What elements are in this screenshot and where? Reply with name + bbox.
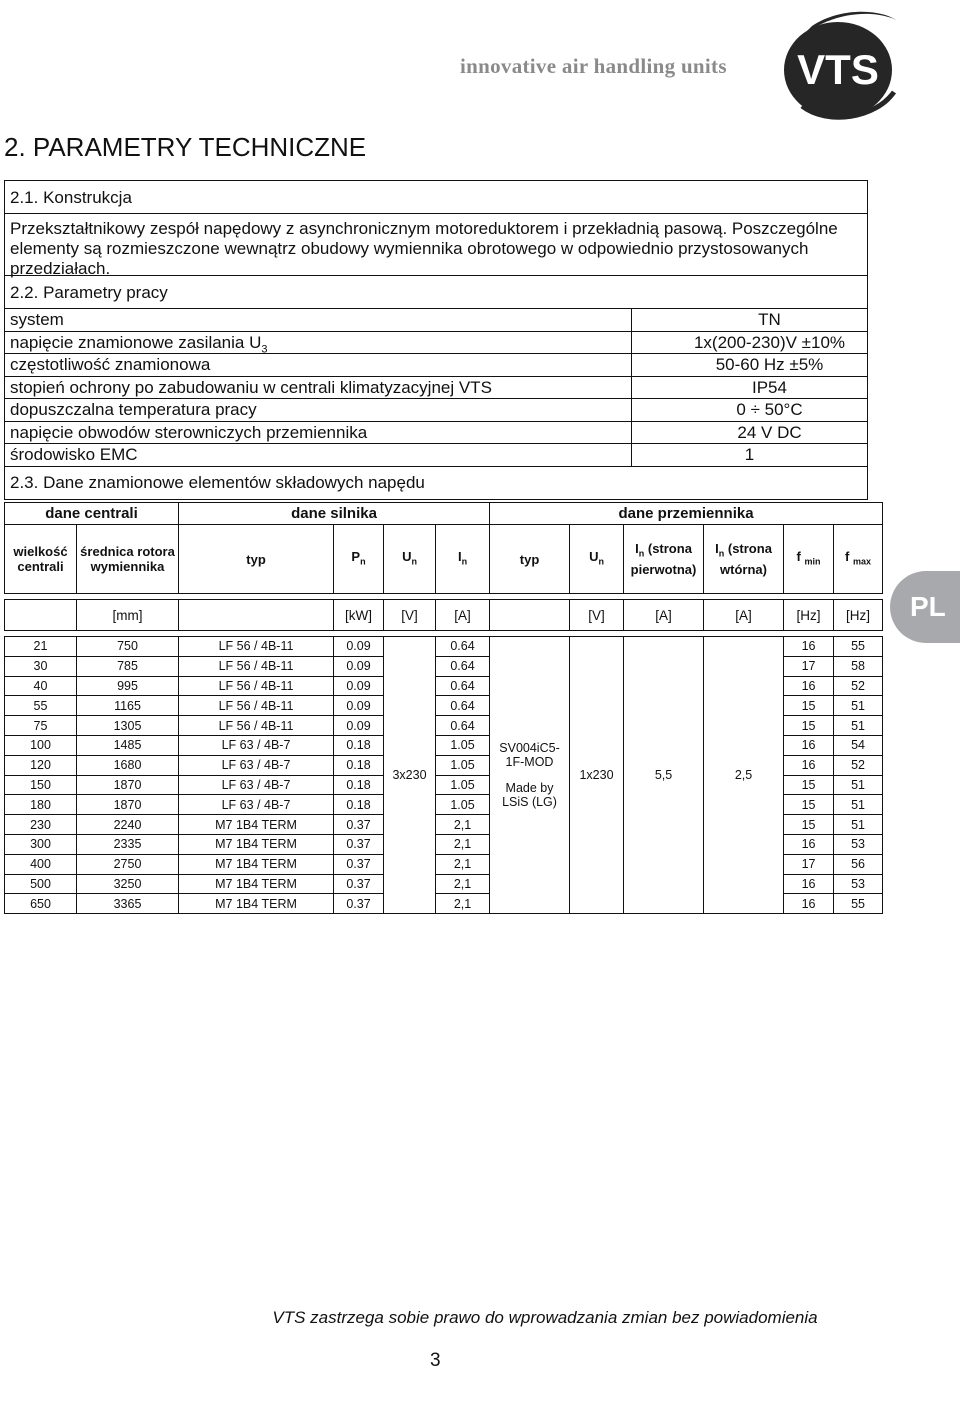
header-tagline: innovative air handling units bbox=[460, 54, 727, 78]
col-fmax: f $_{max}$ bbox=[834, 525, 883, 594]
param-value: 1 bbox=[744, 445, 755, 464]
cell-fmin: 15 bbox=[784, 815, 834, 835]
unit-cell: [kW] bbox=[334, 600, 384, 631]
cell-diameter: 785 bbox=[77, 656, 179, 676]
cell-size: 21 bbox=[5, 637, 77, 657]
cell-fmax: 53 bbox=[834, 834, 883, 854]
cell-in: 2,1 bbox=[436, 874, 490, 894]
cell-inv-un: 1x230 bbox=[570, 637, 624, 914]
cell-pn: 0.37 bbox=[334, 874, 384, 894]
cell-fmin: 17 bbox=[784, 656, 834, 676]
param-value: TN bbox=[758, 310, 781, 329]
logo-text: VTS bbox=[797, 46, 879, 93]
page-number: 3 bbox=[430, 1350, 441, 1371]
unit-cell: [A] bbox=[704, 600, 784, 631]
cell-size: 55 bbox=[5, 696, 77, 716]
inv-made-line: LSiS (LG) bbox=[502, 795, 557, 810]
param-value: IP54 bbox=[752, 377, 787, 397]
cell-motor-type: LF 63 / 4B-7 bbox=[179, 795, 334, 815]
unit-cell: [V] bbox=[570, 600, 624, 631]
param-label: napięcie znamionowe zasilania $U_3$ bbox=[5, 332, 632, 354]
cell-fmin: 15 bbox=[784, 716, 834, 736]
cell-motor-type: M7 1B4 TERM bbox=[179, 894, 334, 914]
param-row bbox=[5, 354, 867, 377]
cell-in: 1.05 bbox=[436, 795, 490, 815]
col-in-secondary: $I_n$ (strona wtórna) bbox=[704, 525, 784, 594]
param-row bbox=[5, 377, 867, 400]
unit-cell: [V] bbox=[384, 600, 436, 631]
cell-pn: 0.37 bbox=[334, 815, 384, 835]
cell-fmin: 15 bbox=[784, 775, 834, 795]
cell-fmin: 16 bbox=[784, 735, 834, 755]
section-1-heading: 2.1. Konstrukcja bbox=[5, 181, 867, 214]
cell-fmax: 51 bbox=[834, 795, 883, 815]
ratings-table bbox=[4, 502, 883, 914]
cell-in-primary: 5,5 bbox=[624, 637, 704, 914]
cell-in: 2,1 bbox=[436, 854, 490, 874]
group-silnika: dane silnika bbox=[179, 503, 490, 525]
cell-fmax: 58 bbox=[834, 656, 883, 676]
cell-in: 2,1 bbox=[436, 834, 490, 854]
col-in-primary: $I_n$ (strona pierwotna) bbox=[624, 525, 704, 594]
cell-pn: 0.18 bbox=[334, 755, 384, 775]
cell-size: 400 bbox=[5, 854, 77, 874]
cell-fmax: 51 bbox=[834, 696, 883, 716]
cell-in: 0.64 bbox=[436, 656, 490, 676]
col-fmin: f $_{min}$ bbox=[784, 525, 834, 594]
params-list bbox=[5, 309, 867, 467]
cell-pn: 0.18 bbox=[334, 775, 384, 795]
cell-size: 230 bbox=[5, 815, 77, 835]
cell-fmax: 52 bbox=[834, 755, 883, 775]
param-label: napięcie obwodów sterowniczych przemiennika bbox=[5, 422, 632, 444]
param-label: środowisko EMC bbox=[5, 444, 632, 466]
cell-motor-type: LF 56 / 4B-11 bbox=[179, 716, 334, 736]
cell-diameter: 1485 bbox=[77, 735, 179, 755]
param-value: 1x(200-230)V ±10% bbox=[693, 332, 846, 352]
inv-made-line: Made by bbox=[505, 781, 554, 796]
cell-size: 500 bbox=[5, 874, 77, 894]
cell-in: 1.05 bbox=[436, 735, 490, 755]
cell-fmin: 16 bbox=[784, 676, 834, 696]
cell-fmin: 15 bbox=[784, 795, 834, 815]
param-row bbox=[5, 332, 867, 355]
col-in: $I_n$ bbox=[436, 525, 490, 594]
cell-pn: 0.37 bbox=[334, 894, 384, 914]
param-value: 24 V DC bbox=[737, 422, 802, 442]
col-inv-type: typ bbox=[490, 525, 570, 594]
param-value: 0 ÷ 50°C bbox=[736, 400, 803, 419]
section-1-text: Przekształtnikowy zespół napędowy z asynchronicznym motoreduktorem i przekładnią pasową. Poszczególne elementy są rozmieszczone wewnątrz obudowy wymiennika obrotowego w odpowiednio przystosowanych przedziałach. bbox=[5, 214, 867, 276]
cell-size: 300 bbox=[5, 834, 77, 854]
cell-motor-type: LF 63 / 4B-7 bbox=[179, 755, 334, 775]
param-label: częstotliwość znamionowa bbox=[5, 354, 632, 376]
cell-diameter: 2240 bbox=[77, 815, 179, 835]
cell-diameter: 750 bbox=[77, 637, 179, 657]
unit-cell: [mm] bbox=[77, 600, 179, 631]
cell-motor-type: M7 1B4 TERM bbox=[179, 815, 334, 835]
vts-logo bbox=[772, 2, 904, 134]
cell-size: 100 bbox=[5, 735, 77, 755]
cell-pn: 0.37 bbox=[334, 834, 384, 854]
cell-in-secondary: 2,5 bbox=[704, 637, 784, 914]
cell-fmax: 51 bbox=[834, 815, 883, 835]
cell-fmax: 52 bbox=[834, 676, 883, 696]
cell-pn: 0.09 bbox=[334, 716, 384, 736]
unit-cell: [Hz] bbox=[784, 600, 834, 631]
cell-fmin: 16 bbox=[784, 834, 834, 854]
cell-pn: 0.09 bbox=[334, 696, 384, 716]
cell-fmin: 16 bbox=[784, 874, 834, 894]
cell-in: 1.05 bbox=[436, 755, 490, 775]
cell-pn: 0.18 bbox=[334, 795, 384, 815]
cell-motor-type: LF 63 / 4B-7 bbox=[179, 775, 334, 795]
col-size: wielkość centrali bbox=[5, 525, 77, 594]
cell-in: 0.64 bbox=[436, 637, 490, 657]
cell-in: 0.64 bbox=[436, 676, 490, 696]
cell-pn: 0.18 bbox=[334, 735, 384, 755]
cell-fmax: 51 bbox=[834, 775, 883, 795]
param-value: 50-60 Hz ±5% bbox=[715, 355, 824, 374]
cell-fmin: 15 bbox=[784, 696, 834, 716]
group-centrali: dane centrali bbox=[5, 503, 179, 525]
page-title: 2. PARAMETRY TECHNICZNE bbox=[4, 132, 367, 162]
units-row bbox=[5, 600, 883, 631]
cell-diameter: 3365 bbox=[77, 894, 179, 914]
cell-diameter: 1680 bbox=[77, 755, 179, 775]
cell-pn: 0.09 bbox=[334, 656, 384, 676]
cell-fmax: 53 bbox=[834, 874, 883, 894]
unit-cell: [A] bbox=[624, 600, 704, 631]
cell-size: 120 bbox=[5, 755, 77, 775]
cell-diameter: 1870 bbox=[77, 775, 179, 795]
section-2-heading: 2.2. Parametry pracy bbox=[5, 276, 867, 309]
col-inv-un: $U_n$ bbox=[570, 525, 624, 594]
unit-cell: [Hz] bbox=[834, 600, 883, 631]
cell-in: 2,1 bbox=[436, 894, 490, 914]
cell-diameter: 1870 bbox=[77, 795, 179, 815]
group-przemiennika: dane przemiennika bbox=[490, 503, 883, 525]
spec-frame bbox=[4, 180, 868, 500]
cell-motor-type: M7 1B4 TERM bbox=[179, 854, 334, 874]
cell-fmax: 56 bbox=[834, 854, 883, 874]
cell-diameter: 1305 bbox=[77, 716, 179, 736]
cell-size: 180 bbox=[5, 795, 77, 815]
table-row bbox=[5, 637, 883, 657]
cell-diameter: 2335 bbox=[77, 834, 179, 854]
cell-fmin: 17 bbox=[784, 854, 834, 874]
cell-fmin: 16 bbox=[784, 755, 834, 775]
param-label: stopień ochrony po zabudowaniu w centrali klimatyzacyjnej VTS bbox=[5, 377, 632, 399]
unit-cell: [A] bbox=[436, 600, 490, 631]
param-label: dopuszczalna temperatura pracy bbox=[5, 399, 632, 421]
cell-pn: 0.09 bbox=[334, 637, 384, 657]
cell-fmin: 16 bbox=[784, 894, 834, 914]
cell-fmax: 54 bbox=[834, 735, 883, 755]
cell-diameter: 1165 bbox=[77, 696, 179, 716]
cell-in: 0.64 bbox=[436, 716, 490, 736]
cell-size: 650 bbox=[5, 894, 77, 914]
cell-size: 40 bbox=[5, 676, 77, 696]
col-pn: $P_n$ bbox=[334, 525, 384, 594]
param-row bbox=[5, 309, 867, 332]
cell-motor-type: LF 63 / 4B-7 bbox=[179, 735, 334, 755]
cell-pn: 0.09 bbox=[334, 676, 384, 696]
footer-note: VTS zastrzega sobie prawo do wprowadzania zmian bez powiadomienia bbox=[272, 1308, 818, 1327]
cell-motor-type: LF 56 / 4B-11 bbox=[179, 637, 334, 657]
col-motor-type: typ bbox=[179, 525, 334, 594]
cell-inv-type bbox=[490, 637, 570, 914]
cell-in: 1.05 bbox=[436, 775, 490, 795]
cell-fmin: 16 bbox=[784, 637, 834, 657]
param-row bbox=[5, 422, 867, 445]
param-row bbox=[5, 444, 867, 467]
cell-size: 150 bbox=[5, 775, 77, 795]
inv-type-line: SV004iC5- bbox=[499, 741, 560, 756]
cell-fmax: 55 bbox=[834, 894, 883, 914]
cell-motor-type: LF 56 / 4B-11 bbox=[179, 676, 334, 696]
param-label: system bbox=[5, 309, 632, 331]
cell-diameter: 3250 bbox=[77, 874, 179, 894]
section-3-heading: 2.3. Dane znamionowe elementów składowych napędu bbox=[10, 472, 425, 492]
cell-motor-type: LF 56 / 4B-11 bbox=[179, 696, 334, 716]
cell-fmax: 51 bbox=[834, 716, 883, 736]
cell-diameter: 2750 bbox=[77, 854, 179, 874]
cell-size: 75 bbox=[5, 716, 77, 736]
cell-motor-type: LF 56 / 4B-11 bbox=[179, 656, 334, 676]
param-row bbox=[5, 399, 867, 422]
col-diameter: średnica rotora wymiennika bbox=[77, 525, 179, 594]
cell-motor-un: 3x230 bbox=[384, 637, 436, 914]
col-un: $U_n$ bbox=[384, 525, 436, 594]
cell-in: 0.64 bbox=[436, 696, 490, 716]
cell-diameter: 995 bbox=[77, 676, 179, 696]
cell-motor-type: M7 1B4 TERM bbox=[179, 834, 334, 854]
language-tab: PL bbox=[890, 571, 960, 643]
cell-in: 2,1 bbox=[436, 815, 490, 835]
cell-pn: 0.37 bbox=[334, 854, 384, 874]
inv-type-line: 1F-MOD bbox=[505, 755, 554, 770]
cell-fmax: 55 bbox=[834, 637, 883, 657]
cell-size: 30 bbox=[5, 656, 77, 676]
cell-motor-type: M7 1B4 TERM bbox=[179, 874, 334, 894]
